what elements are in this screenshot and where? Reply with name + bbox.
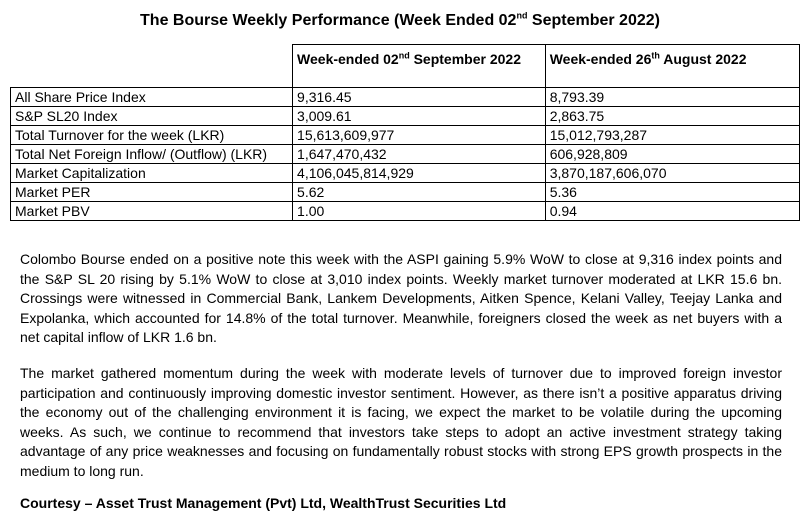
- row-label: All Share Price Index: [11, 88, 293, 107]
- row-previous-value: 2,863.75: [545, 107, 799, 126]
- row-previous-value: 3,870,187,606,070: [545, 164, 799, 183]
- row-label: Total Net Foreign Inflow/ (Outflow) (LKR): [11, 145, 293, 164]
- courtesy-note: Courtesy – Asset Trust Management (Pvt) Ltd, WealthTrust Securities Ltd: [20, 495, 507, 511]
- row-previous-value: 606,928,809: [545, 145, 799, 164]
- market-summary-paragraph: Colombo Bourse ended on a positive note this week with the ASPI gaining 5.9% WoW to close at 9,316 index points and the S&P SL 20 rising by 5.1% WoW to close at 3,010 index points. Weekly market turnover moderated at LKR 15.6 bn. Crossings were witnessed in Commercial Bank, Lankem Developments, Aitken Spence, Kelani Valley, Teejay Lanka and Expolanka, which accounted for 14.8% of the total turnover. Meanwhile, foreigners closed the week as net buyers with a net capital inflow of LKR 1.6 bn.: [20, 251, 782, 346]
- table-row: [11, 183, 800, 202]
- row-previous-value: 5.36: [545, 183, 799, 202]
- row-label: S&P SL20 Index: [11, 107, 293, 126]
- row-label: Market PBV: [11, 202, 293, 221]
- title-text: The Bourse Weekly Performance (Week Ended 02: [140, 12, 517, 29]
- row-current-value: 5.62: [293, 183, 546, 202]
- row-previous-value: 15,012,793,287: [545, 126, 799, 145]
- row-current-value: 4,106,045,814,929: [293, 164, 546, 183]
- market-outlook-paragraph: The market gathered momentum during the week with moderate levels of turnover due to improved foreign investor participation and continuously improving domestic investor sentiment. However, as there isn’t a positive apparatus driving the economy out of the challenging environment it is facing, we expect the market to be volatile during the upcoming weeks. As such, we continue to recommend that investors take steps to adopt an active investment strategy taking advantage of any price weaknesses and focusing on fundamentally robust stocks with strong EPS growth prospects in the medium to long run.: [20, 365, 782, 479]
- header-previous-week: Week-ended 26th August 2022: [545, 45, 799, 88]
- row-current-value: 1,647,470,432: [293, 145, 546, 164]
- page-title: [0, 11, 800, 31]
- table-row: [11, 107, 800, 126]
- table-row: [11, 126, 800, 145]
- title-text-end: September 2022): [527, 12, 660, 29]
- header-current-week: Week-ended 02nd September 2022: [293, 45, 546, 88]
- title-superscript: nd: [516, 10, 528, 21]
- table-row: [11, 88, 800, 107]
- row-previous-value: 8,793.39: [545, 88, 799, 107]
- row-current-value: 9,316.45: [293, 88, 546, 107]
- row-label: Market Capitalization: [11, 164, 293, 183]
- row-previous-value: 0.94: [545, 202, 799, 221]
- row-label: Market PER: [11, 183, 293, 202]
- row-current-value: 1.00: [293, 202, 546, 221]
- header-blank-cell: [11, 45, 293, 88]
- performance-table: [10, 44, 800, 221]
- row-current-value: 15,613,609,977: [293, 126, 546, 145]
- row-label: Total Turnover for the week (LKR): [11, 126, 293, 145]
- table-row: [11, 145, 800, 164]
- table-row: [11, 164, 800, 183]
- row-current-value: 3,009.61: [293, 107, 546, 126]
- table-header-row: [11, 45, 800, 88]
- table-row: [11, 202, 800, 221]
